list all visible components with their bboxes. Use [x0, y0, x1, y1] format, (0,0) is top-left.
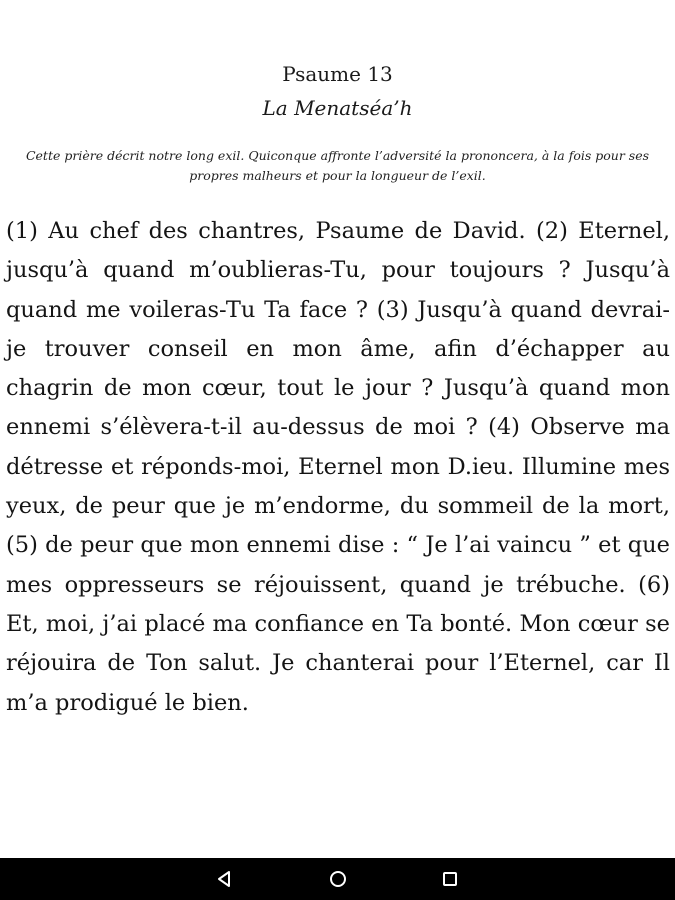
psalm-title: Psaume 13: [282, 62, 393, 86]
system-navigation-bar: [0, 858, 675, 900]
home-circle-icon: [329, 870, 347, 888]
home-button[interactable]: [318, 865, 358, 893]
recents-square-icon: [441, 870, 459, 888]
psalm-subtitle: La Menatséa’h: [262, 96, 413, 120]
back-triangle-icon: [216, 870, 234, 888]
recents-button[interactable]: [430, 865, 470, 893]
psalm-intro: Cette prière décrit notre long exil. Quiconque affronte l’adversité la prononcera, à la fois pour ses propres malheurs et pour la longueur de l’exil.: [25, 148, 650, 183]
back-button[interactable]: [205, 865, 245, 893]
psalm-body: (1) Au chef des chantres, Psaume de David. (2) Eternel, jusqu’à quand m’oublieras-Tu, pour toujours ? Jusqu’à quand me voileras-Tu Ta face ? (3) Jusqu’à quand devrai-je trouver conseil en mon âme, afin d’échapper au chagrin de mon cœur, tout le jour ? Jusqu’à quand mon ennemi s’élèvera-t-il au-dessus de moi ? (4) Observe ma détresse et réponds-moi, Eternel mon D.ieu. Illumine mes yeux, de peur que je m’endorme, du sommeil de la mort, (5) de peur que mon ennemi dise : “ Je l’ai vaincu ” et que mes oppresseurs se réjouissent, quand je trébuche. (6) Et, moi, j’ai placé ma confiance en Ta bonté. Mon cœur se réjouira de Ton salut. Je chanterai pour l’Eternel, car Il m’a prodigué le bien.: [6, 218, 670, 716]
